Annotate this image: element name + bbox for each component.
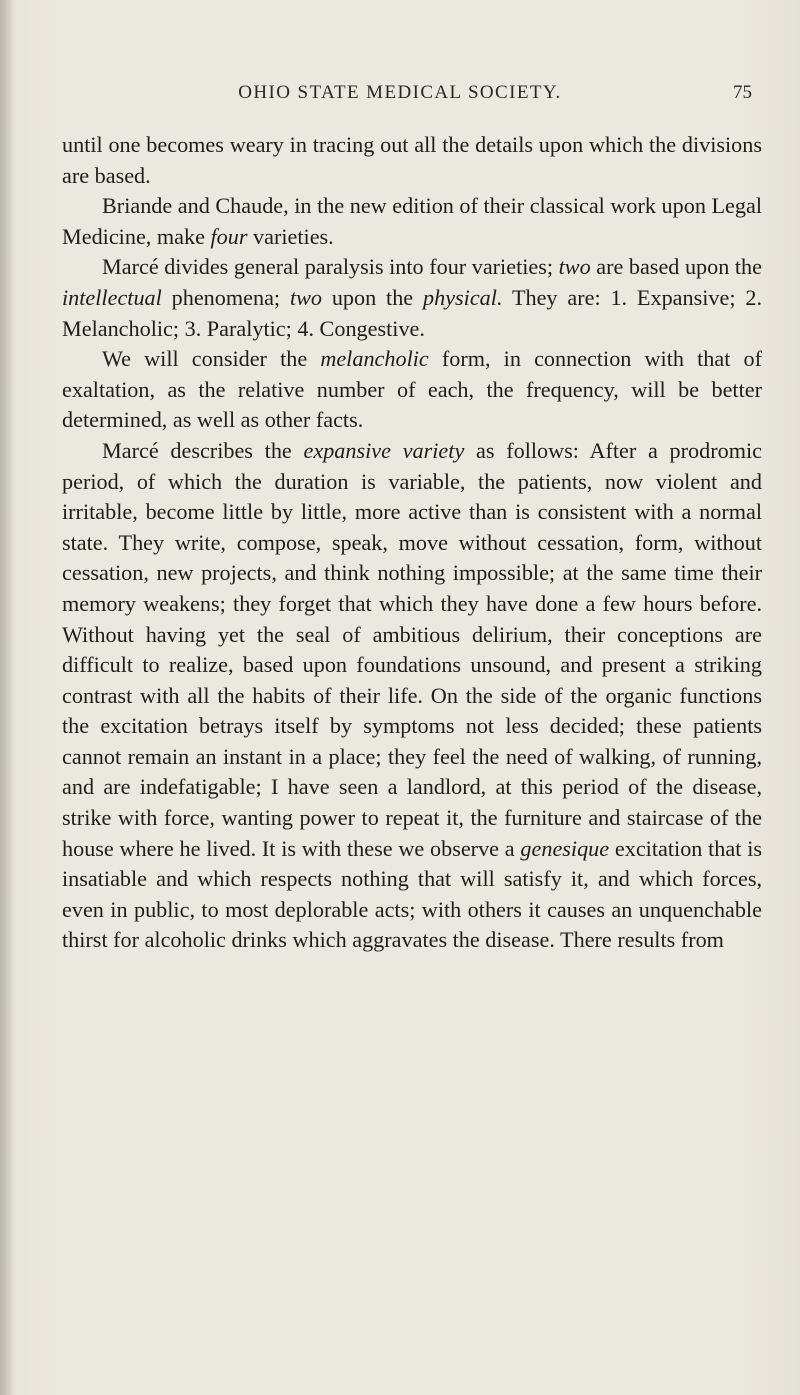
italic-text-run: melancholic [320,346,429,372]
page-number: 75 [733,82,752,103]
paragraph [62,436,762,956]
text-run: as follows: After a prodromic period, of which the duration is variable, the patients, now violent and irritable, become little by little, more active than is consistent with a normal state. They write, compose, speak, move without cessation, form, without cessation, new projects, and think nothing impossible; at the same time their memory weakens; they forget that which they have done a few hours before. Without having yet the seal of ambitious delirium, their conceptions are difficult to realize, based upon foundations unsound, and present a striking contrast with all the habits of their life. On the side of the organic functions the excitation betrays itself by symptoms not less decided; these patients cannot remain an instant in a place; they feel the need of walking, of running, and are indefatigable; I have seen a landlord, at this period of the disease, strike with force, wanting power to repeat it, the furniture and staircase of the house where he lived. It is with these we observe a [62,437,762,861]
body-text [62,130,762,956]
text-run: We will consider the [102,346,321,372]
italic-text-run: expansive variety [303,437,465,463]
running-head [0,82,800,112]
text-run: excitation that is insatiable and which respects nothing that will satisfy it, and which forces, even in public, to most deplorable acts; with others it causes an unquenchable thirst for alcoholic drinks which aggravates the disease. There results from [62,835,762,953]
paragraph [62,344,762,436]
italic-text-run: physical. [423,284,503,310]
paragraph [62,252,762,344]
text-run: varieties. [247,223,334,249]
text-run: They are: 1. Expansive; 2. Melancholic; 3. Paralytic; 4. Congestive. [62,284,762,341]
italic-text-run: four [210,223,248,249]
paragraph [62,191,762,252]
text-run: phenomena; [161,284,290,310]
paragraph [62,130,762,191]
italic-text-run: two [558,254,591,280]
text-run: form, in connection with that of exaltation, as the relative number of each, the frequency, will be better determined, as well as other facts. [62,346,762,433]
running-head-title: OHIO STATE MEDICAL SOCIETY. [238,82,562,103]
italic-text-run: two [289,284,322,310]
text-run: are based upon the [590,254,762,280]
italic-text-run: genesique [520,835,610,861]
text-run: Marcé divides general paralysis into four varieties; [102,254,559,280]
text-run: Briande and Chaude, in the new edition of their classical work upon Legal Medicine, make [62,193,762,249]
binding-shadow [0,0,14,1395]
text-run: until one becomes weary in tracing out all the details upon which the divisions are based. [62,132,762,188]
text-run: upon the [322,284,423,310]
italic-text-run: intellectual [62,284,162,310]
text-run: Marcé describes the [102,437,304,463]
